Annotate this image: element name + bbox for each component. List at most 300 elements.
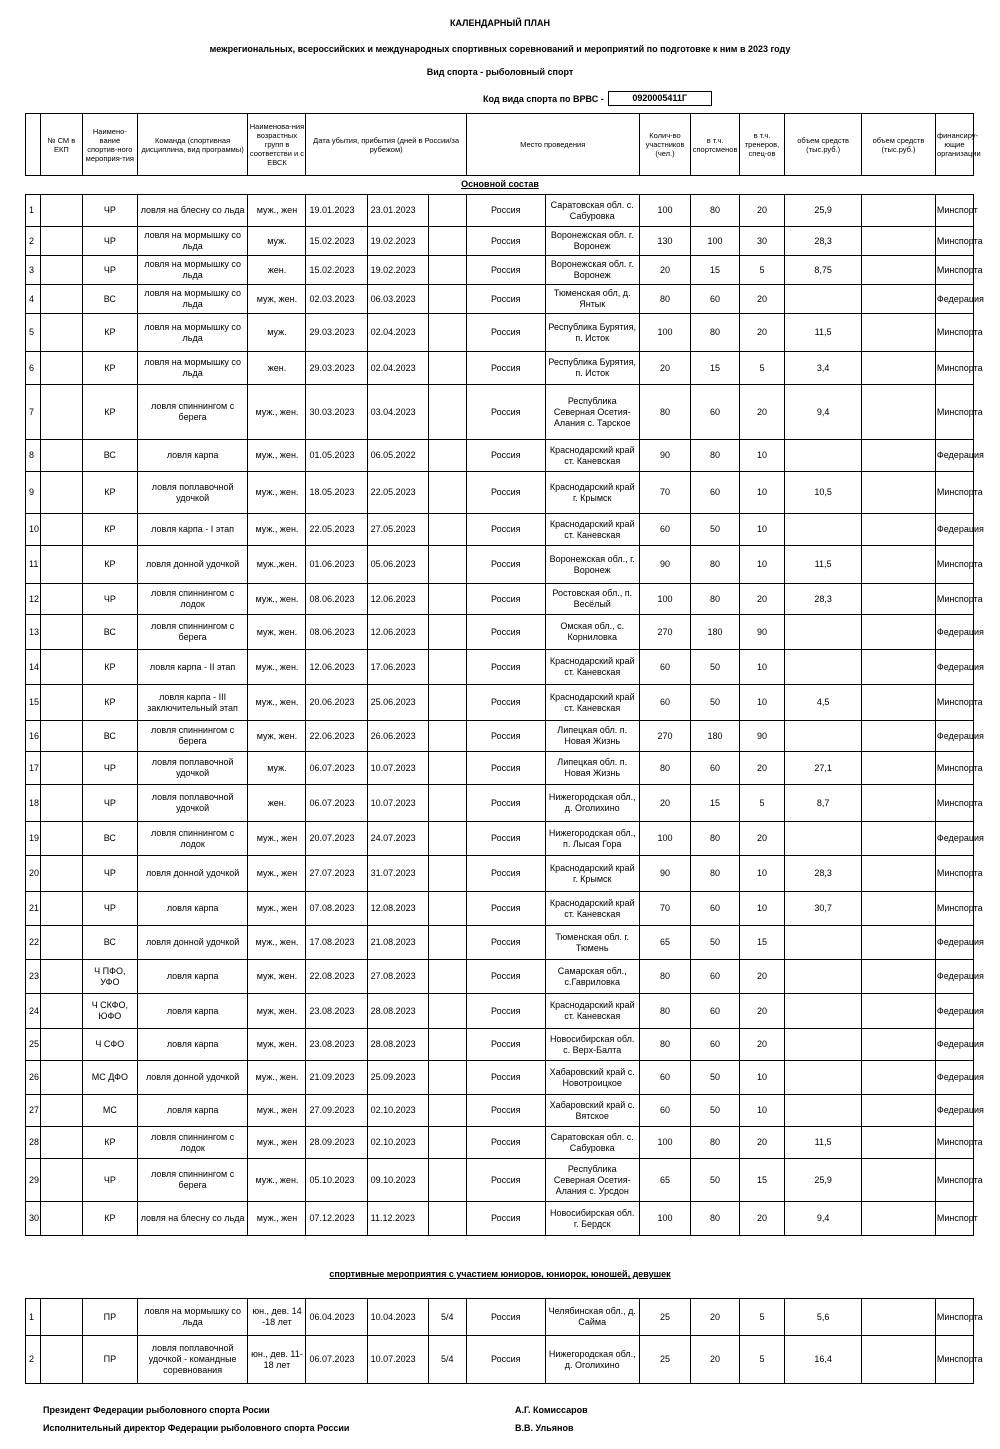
cell-d1: 15.02.2023 (306, 227, 367, 256)
cell-ekp (40, 926, 82, 960)
table-row (26, 994, 974, 1029)
cell-ev: ВС (82, 615, 137, 650)
cell-sp: 60 (691, 385, 740, 440)
cell-place: Тюменская обл. г. Тюмень (545, 926, 639, 960)
cell-d2: 10.07.2023 (367, 752, 428, 785)
cell-country: Россия (466, 1061, 545, 1095)
cell-n: 29 (26, 1159, 41, 1202)
cell-tr: 5 (739, 1299, 784, 1336)
cell-days (428, 195, 466, 227)
cell-fin: Минспорта (935, 685, 973, 721)
cell-d1: 30.03.2023 (306, 385, 367, 440)
cell-d1: 08.06.2023 (306, 615, 367, 650)
cell-ekp (40, 440, 82, 472)
cell-age: муж., жен (248, 1095, 306, 1127)
cell-total: 20 (639, 785, 691, 822)
cell-total: 70 (639, 472, 691, 514)
cell-sum (785, 615, 862, 650)
table-row (26, 1336, 974, 1384)
cell-n: 9 (26, 472, 41, 514)
cell-tr: 10 (739, 650, 784, 685)
cell-tr: 30 (739, 227, 784, 256)
cell-sum2 (862, 256, 936, 285)
cell-ekp (40, 856, 82, 892)
cell-d2: 28.08.2023 (367, 994, 428, 1029)
table-row (26, 1127, 974, 1159)
cell-disc: ловля карпа - I этап (137, 514, 248, 546)
cell-total: 80 (639, 285, 691, 314)
cell-sp: 20 (691, 1336, 740, 1384)
cell-tr: 5 (739, 1336, 784, 1384)
cell-country: Россия (466, 227, 545, 256)
cell-place: Краснодарский край г. Крымск (545, 856, 639, 892)
main-table (25, 194, 984, 1236)
cell-sum (785, 960, 862, 994)
cell-age: муж, жен. (248, 1029, 306, 1061)
cell-country: Россия (466, 892, 545, 926)
cell-country: Россия (466, 285, 545, 314)
cell-n: 15 (26, 685, 41, 721)
cell-tr: 20 (739, 752, 784, 785)
cell-d2: 19.02.2023 (367, 227, 428, 256)
cell-days (428, 472, 466, 514)
cell-d1: 23.08.2023 (306, 994, 367, 1029)
cell-place: Республика Северная Осетия-Алания с. Урсдон (545, 1159, 639, 1202)
cell-sum2 (862, 615, 936, 650)
table-row (26, 785, 974, 822)
cell-age: муж., жен (248, 892, 306, 926)
cell-sp: 80 (691, 1202, 740, 1236)
cell-ev: ЧР (82, 227, 137, 256)
cell-place: Саратовская обл. с. Сабуровка (545, 195, 639, 227)
cell-ev: КР (82, 546, 137, 584)
cell-sp: 50 (691, 926, 740, 960)
cell-sum2 (862, 1095, 936, 1127)
cell-tr: 90 (739, 721, 784, 752)
cell-tr: 10 (739, 472, 784, 514)
cell-sum: 28,3 (785, 856, 862, 892)
cell-ev: ЧР (82, 584, 137, 615)
cell-days (428, 1127, 466, 1159)
cell-n: 6 (26, 352, 41, 385)
cell-age: муж., жен. (248, 926, 306, 960)
cell-ekp (40, 1299, 82, 1336)
cell-disc: ловля поплавочной удочкой - командные соревнования (137, 1336, 248, 1384)
cell-fin: Минспорта (935, 546, 973, 584)
cell-n: 24 (26, 994, 41, 1029)
cell-age: муж., жен (248, 856, 306, 892)
cell-sum (785, 721, 862, 752)
table-row (26, 546, 974, 584)
cell-d1: 02.03.2023 (306, 285, 367, 314)
cell-sum (785, 822, 862, 856)
cell-days (428, 1061, 466, 1095)
cell-disc: ловля спиннингом с берега (137, 1159, 248, 1202)
cell-ev: ЧР (82, 892, 137, 926)
cell-days (428, 785, 466, 822)
cell-place: Хабаровский край с. Вятское (545, 1095, 639, 1127)
cell-d1: 28.09.2023 (306, 1127, 367, 1159)
cell-sum: 11,5 (785, 1127, 862, 1159)
header-col-finance: финансиру-ющие организации (935, 114, 973, 176)
cell-age: муж., жен. (248, 440, 306, 472)
cell-sum: 4,5 (785, 685, 862, 721)
cell-disc: ловля спиннингом с берега (137, 615, 248, 650)
cell-n: 27 (26, 1095, 41, 1127)
cell-tr: 5 (739, 352, 784, 385)
cell-days (428, 650, 466, 685)
cell-d1: 01.05.2023 (306, 440, 367, 472)
signature-name-2: В.В. Ульянов (515, 1423, 574, 1433)
cell-n: 7 (26, 385, 41, 440)
cell-d2: 12.08.2023 (367, 892, 428, 926)
cell-disc: ловля карпа (137, 1095, 248, 1127)
cell-country: Россия (466, 314, 545, 352)
cell-ev: КР (82, 1202, 137, 1236)
cell-sp: 60 (691, 892, 740, 926)
cell-fin: Федерация (935, 926, 973, 960)
cell-sum: 8,7 (785, 785, 862, 822)
cell-n: 2 (26, 1336, 41, 1384)
cell-age: муж. (248, 314, 306, 352)
cell-total: 90 (639, 546, 691, 584)
cell-age: муж., жен. (248, 584, 306, 615)
cell-ekp (40, 472, 82, 514)
cell-disc: ловля спиннингом с берега (137, 385, 248, 440)
header-col-place: Место проведения (466, 114, 639, 176)
cell-total: 65 (639, 1159, 691, 1202)
cell-tr: 10 (739, 514, 784, 546)
cell-sum (785, 1095, 862, 1127)
header-col-total: Колич-во участников (чел.) (639, 114, 691, 176)
cell-d2: 03.04.2023 (367, 385, 428, 440)
cell-country: Россия (466, 352, 545, 385)
header-row (26, 114, 974, 176)
cell-ev: ВС (82, 926, 137, 960)
cell-sum (785, 285, 862, 314)
cell-sp: 80 (691, 195, 740, 227)
cell-sp: 80 (691, 314, 740, 352)
cell-sum2 (862, 352, 936, 385)
cell-ekp (40, 1061, 82, 1095)
cell-n: 28 (26, 1127, 41, 1159)
cell-ekp (40, 892, 82, 926)
cell-country: Россия (466, 856, 545, 892)
cell-days (428, 1159, 466, 1202)
cell-age: юн., дев. 14 -18 лет (248, 1299, 306, 1336)
cell-country: Россия (466, 615, 545, 650)
cell-place: Липецкая обл. п. Новая Жизнь (545, 752, 639, 785)
cell-country: Россия (466, 785, 545, 822)
cell-sp: 80 (691, 1127, 740, 1159)
cell-sum2 (862, 195, 936, 227)
table-row (26, 352, 974, 385)
cell-place: Краснодарский край ст. Каневская (545, 650, 639, 685)
cell-d1: 06.07.2023 (306, 752, 367, 785)
cell-d1: 29.03.2023 (306, 314, 367, 352)
cell-country: Россия (466, 1202, 545, 1236)
cell-days (428, 926, 466, 960)
cell-sp: 15 (691, 256, 740, 285)
cell-d1: 21.09.2023 (306, 1061, 367, 1095)
cell-fin: Федерация (935, 650, 973, 685)
table-row (26, 822, 974, 856)
cell-n: 19 (26, 822, 41, 856)
table-row (26, 615, 974, 650)
cell-d2: 24.07.2023 (367, 822, 428, 856)
cell-country: Россия (466, 1029, 545, 1061)
cell-fin: Минспорта (935, 352, 973, 385)
table-row (26, 514, 974, 546)
cell-tr: 20 (739, 822, 784, 856)
cell-sum2 (862, 1127, 936, 1159)
cell-sum2 (862, 650, 936, 685)
document-title: КАЛЕНДАРНЫЙ ПЛАН (450, 18, 550, 28)
cell-sp: 50 (691, 1159, 740, 1202)
cell-total: 100 (639, 195, 691, 227)
cell-sum2 (862, 721, 936, 752)
cell-sum: 9,4 (785, 1202, 862, 1236)
header-col-dates: Дата убытия, прибытия (дней в России/за рубежом) (306, 114, 466, 176)
table-row (26, 1029, 974, 1061)
cell-disc: ловля на блесну со льда (137, 1202, 248, 1236)
cell-sum2 (862, 440, 936, 472)
cell-days (428, 385, 466, 440)
cell-sp: 60 (691, 1029, 740, 1061)
cell-disc: ловля на блесну со льда (137, 195, 248, 227)
cell-days (428, 314, 466, 352)
cell-sum2 (862, 1061, 936, 1095)
cell-fin: Минспорта (935, 1299, 973, 1336)
cell-fin: Федерация (935, 822, 973, 856)
cell-total: 130 (639, 227, 691, 256)
cell-sum: 30,7 (785, 892, 862, 926)
cell-n: 13 (26, 615, 41, 650)
cell-age: муж., жен. (248, 1159, 306, 1202)
cell-place: Саратовская обл. с. Сабуровка (545, 1127, 639, 1159)
cell-ev: КР (82, 514, 137, 546)
cell-ev: МС ДФО (82, 1061, 137, 1095)
cell-d2: 21.08.2023 (367, 926, 428, 960)
cell-age: муж., жен. (248, 1061, 306, 1095)
cell-sum: 11,5 (785, 546, 862, 584)
cell-d2: 02.10.2023 (367, 1095, 428, 1127)
cell-sp: 80 (691, 546, 740, 584)
cell-disc: ловля карпа - III заключительный этап (137, 685, 248, 721)
cell-d1: 12.06.2023 (306, 650, 367, 685)
cell-disc: ловля на мормышку со льда (137, 314, 248, 352)
cell-tr: 10 (739, 546, 784, 584)
cell-age: муж, жен. (248, 960, 306, 994)
cell-country: Россия (466, 440, 545, 472)
cell-place: Республика Бурятия, п. Исток (545, 314, 639, 352)
cell-total: 60 (639, 685, 691, 721)
cell-d2: 27.08.2023 (367, 960, 428, 994)
cell-age: муж, жен. (248, 615, 306, 650)
cell-country: Россия (466, 926, 545, 960)
cell-sum2 (862, 994, 936, 1029)
signature-name-1: А.Г. Комиссаров (515, 1405, 588, 1415)
cell-ekp (40, 514, 82, 546)
table-header (25, 113, 981, 176)
cell-sum2 (862, 822, 936, 856)
cell-age: юн., дев. 11-18 лет (248, 1336, 306, 1384)
cell-place: Нижегородская обл., д. Оголихино (545, 785, 639, 822)
cell-fin: Федерация (935, 960, 973, 994)
cell-d1: 08.06.2023 (306, 584, 367, 615)
header-col-athletes: в т.ч. спортсменов (691, 114, 740, 176)
cell-fin: Минспорт (935, 1202, 973, 1236)
cell-disc: ловля донной удочкой (137, 546, 248, 584)
cell-ekp (40, 615, 82, 650)
cell-country: Россия (466, 546, 545, 584)
table-row (26, 650, 974, 685)
cell-n: 30 (26, 1202, 41, 1236)
cell-country: Россия (466, 1336, 545, 1384)
header-col-sum2: объем средств (тыс.руб.) (862, 114, 936, 176)
cell-sp: 180 (691, 615, 740, 650)
cell-days (428, 822, 466, 856)
cell-country: Россия (466, 650, 545, 685)
cell-sum: 25,9 (785, 1159, 862, 1202)
cell-age: муж., жен (248, 822, 306, 856)
header-col-event: Наимено-вание спортив-ного мероприя-тия (82, 114, 137, 176)
cell-tr: 10 (739, 440, 784, 472)
cell-ekp (40, 285, 82, 314)
header-col-ekp: № СМ в ЕКП (40, 114, 82, 176)
cell-place: Нижегородская обл., п. Лысая Гора (545, 822, 639, 856)
cell-sum2 (862, 785, 936, 822)
cell-ekp (40, 752, 82, 785)
cell-sum2 (862, 314, 936, 352)
cell-n: 23 (26, 960, 41, 994)
cell-age: муж., жен (248, 1127, 306, 1159)
table-row (26, 584, 974, 615)
cell-sum2 (862, 227, 936, 256)
cell-d2: 02.10.2023 (367, 1127, 428, 1159)
cell-country: Россия (466, 994, 545, 1029)
cell-ekp (40, 256, 82, 285)
cell-ev: МС (82, 1095, 137, 1127)
cell-n: 21 (26, 892, 41, 926)
cell-total: 80 (639, 752, 691, 785)
table-row (26, 1061, 974, 1095)
cell-total: 100 (639, 1202, 691, 1236)
cell-sum2 (862, 1336, 936, 1384)
cell-days (428, 1095, 466, 1127)
cell-fin: Минспорта (935, 752, 973, 785)
cell-sum2 (862, 472, 936, 514)
table-row (26, 1202, 974, 1236)
cell-d1: 06.07.2023 (306, 785, 367, 822)
cell-disc: ловля донной удочкой (137, 1061, 248, 1095)
cell-d2: 27.05.2023 (367, 514, 428, 546)
cell-d2: 19.02.2023 (367, 256, 428, 285)
cell-d2: 10.04.2023 (367, 1299, 428, 1336)
cell-disc: ловля карпа (137, 440, 248, 472)
cell-ev: КР (82, 650, 137, 685)
cell-n: 5 (26, 314, 41, 352)
cell-total: 25 (639, 1299, 691, 1336)
cell-total: 100 (639, 584, 691, 615)
table-row (26, 926, 974, 960)
cell-sp: 15 (691, 352, 740, 385)
cell-sum2 (862, 960, 936, 994)
cell-country: Россия (466, 721, 545, 752)
header-col-age: Наименова-ния возрастных групп в соответстви и с ЕВСК (248, 114, 306, 176)
cell-fin: Минспорта (935, 314, 973, 352)
cell-ekp (40, 314, 82, 352)
table-row (26, 960, 974, 994)
cell-tr: 15 (739, 1159, 784, 1202)
cell-disc: ловля карпа - II этап (137, 650, 248, 685)
cell-tr: 5 (739, 785, 784, 822)
cell-n: 22 (26, 926, 41, 960)
table-row (26, 285, 974, 314)
cell-days: 5/4 (428, 1299, 466, 1336)
cell-sum (785, 440, 862, 472)
cell-total: 80 (639, 385, 691, 440)
cell-country: Россия (466, 1159, 545, 1202)
cell-sp: 20 (691, 1299, 740, 1336)
cell-d1: 17.08.2023 (306, 926, 367, 960)
header-col-coaches: в т.ч. тренеров, спец-ов (739, 114, 784, 176)
cell-sum (785, 994, 862, 1029)
cell-ev: ВС (82, 822, 137, 856)
cell-ekp (40, 1127, 82, 1159)
cell-n: 1 (26, 195, 41, 227)
sport-code-row (483, 91, 712, 106)
cell-n: 14 (26, 650, 41, 685)
cell-days (428, 721, 466, 752)
cell-ekp (40, 1336, 82, 1384)
cell-d1: 22.05.2023 (306, 514, 367, 546)
cell-d2: 06.05.2022 (367, 440, 428, 472)
cell-ev: ВС (82, 440, 137, 472)
cell-sum: 3,4 (785, 352, 862, 385)
cell-total: 100 (639, 822, 691, 856)
cell-ev: ВС (82, 285, 137, 314)
cell-country: Россия (466, 472, 545, 514)
cell-place: Краснодарский край г. Крымск (545, 472, 639, 514)
cell-place: Республика Северная Осетия-Алания с. Тарское (545, 385, 639, 440)
cell-tr: 10 (739, 856, 784, 892)
cell-disc: ловля донной удочкой (137, 926, 248, 960)
cell-d2: 31.07.2023 (367, 856, 428, 892)
cell-ekp (40, 960, 82, 994)
cell-place: Новосибирская обл. г. Бердск (545, 1202, 639, 1236)
cell-ev: КР (82, 472, 137, 514)
sport-type: Вид спорта - рыболовный спорт (426, 67, 574, 77)
cell-fin: Федерация (935, 1095, 973, 1127)
cell-disc: ловля спиннингом с лодок (137, 1127, 248, 1159)
cell-days (428, 514, 466, 546)
cell-disc: ловля карпа (137, 960, 248, 994)
cell-ekp (40, 721, 82, 752)
cell-days (428, 1202, 466, 1236)
table-row (26, 856, 974, 892)
cell-sum: 28,3 (785, 227, 862, 256)
cell-place: Воронежская обл. г. Воронеж (545, 256, 639, 285)
cell-d2: 12.06.2023 (367, 584, 428, 615)
cell-country: Россия (466, 195, 545, 227)
cell-d2: 25.09.2023 (367, 1061, 428, 1095)
cell-sum2 (862, 856, 936, 892)
cell-n: 16 (26, 721, 41, 752)
cell-d1: 06.07.2023 (306, 1336, 367, 1384)
cell-sum (785, 650, 862, 685)
cell-tr: 20 (739, 285, 784, 314)
